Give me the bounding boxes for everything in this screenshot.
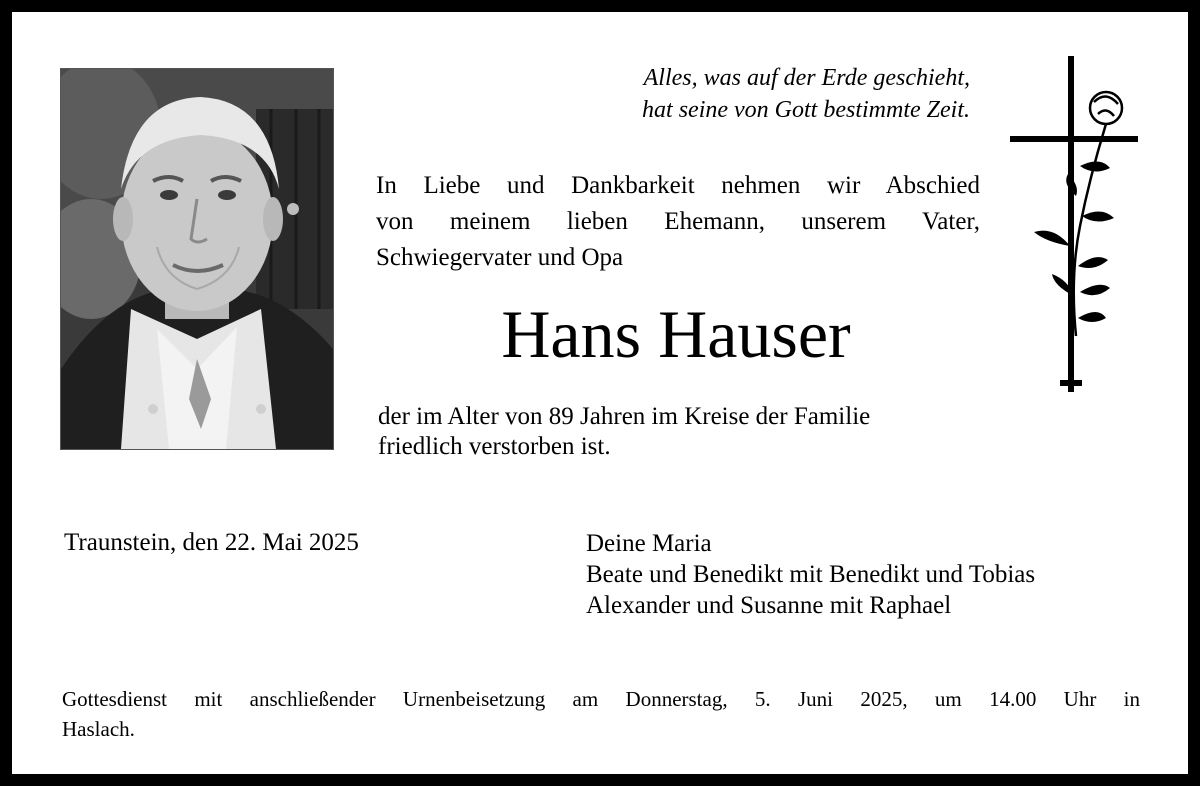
family-line: Beate und Benedikt mit Benedikt und Tobias	[586, 561, 1036, 588]
place-and-date: Traunstein, den 22. Mai 2025	[64, 529, 359, 556]
deceased-name: Hans Hauser	[501, 296, 851, 372]
family-line: Deine Maria	[586, 530, 712, 557]
obituary-notice	[12, 12, 1188, 774]
family-line: Alexander und Susanne mit Raphael	[586, 592, 952, 619]
quote-line: hat seine von Gott bestimmte Zeit.	[642, 97, 970, 123]
cross-with-rose-icon	[1010, 56, 1140, 396]
service-line: Haslach.	[62, 717, 135, 741]
service-info	[62, 684, 1140, 744]
farewell-line: von meinem lieben Ehemann, unserem Vater,	[376, 208, 980, 235]
service-line: Gottesdienst mit anschließender Urnenbeisetzung am Donnerstag, 5. Juni 2025, um 14.00 Uhr in	[62, 687, 1140, 711]
age-line: der im Alter von 89 Jahren im Kreise der Familie	[378, 403, 871, 430]
farewell-line: In Liebe und Dankbarkeit nehmen wir Abschied	[376, 172, 980, 199]
quote	[530, 62, 970, 126]
age-line: friedlich verstorben ist.	[378, 433, 611, 460]
age-text	[378, 402, 982, 462]
family-signatures	[586, 528, 1035, 621]
portrait-photo	[60, 68, 334, 450]
farewell-text	[376, 168, 980, 276]
quote-line: Alles, was auf der Erde geschieht,	[643, 65, 970, 91]
farewell-line: Schwiegervater und Opa	[376, 244, 624, 271]
